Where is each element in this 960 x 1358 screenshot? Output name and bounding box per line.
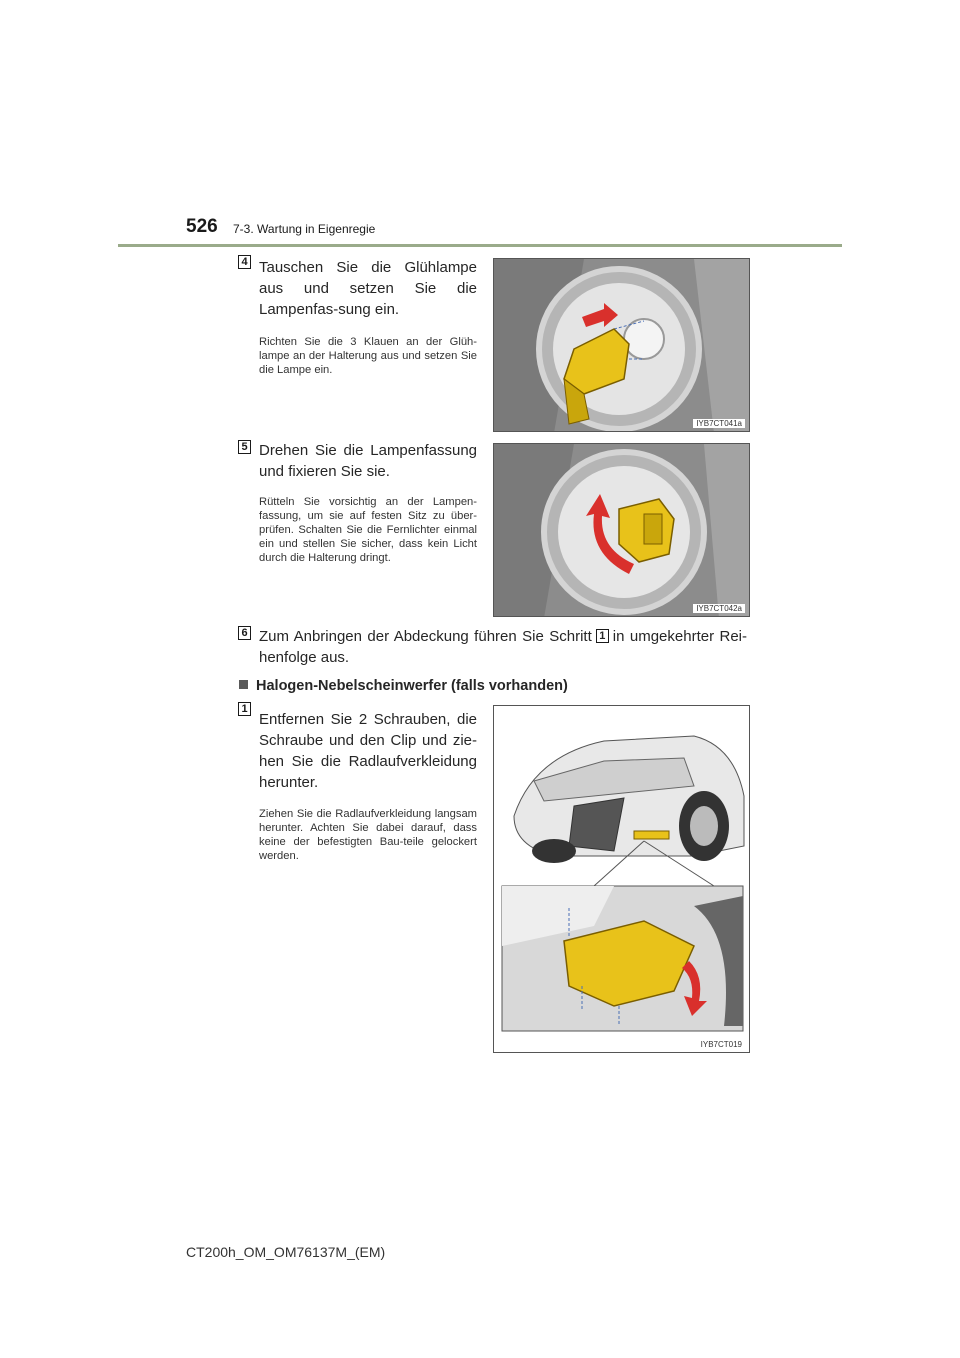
- square-bullet-icon: [239, 680, 248, 689]
- fog-step-1-text: Entfernen Sie 2 Schrauben, die Schraube und den Clip und zie-hen Sie die Radlaufverkleidung herunter.: [259, 711, 477, 791]
- page-number: 526: [186, 216, 218, 237]
- step-number-badge: 5: [238, 440, 251, 454]
- step-4-note: Richten Sie die 3 Klauen an der Glüh-lampe an der Halterung aus und setzen Sie die Lampe ein.: [259, 336, 477, 376]
- section-heading-text: Halogen-Nebelscheinwerfer (falls vorhanden): [256, 678, 568, 694]
- step-number-badge: 1: [238, 702, 251, 716]
- bulb-rotate-figure: [493, 443, 750, 617]
- figure-code: IYB7CT041a: [693, 419, 745, 428]
- section-heading: [239, 678, 568, 694]
- bulb-replacement-figure: [493, 258, 750, 432]
- step-number-badge: 4: [238, 255, 251, 269]
- step-5-note: Rütteln Sie vorsichtig an der Lampen-fassung, um sie auf festen Sitz zu über-prüfen. Schalten Sie die Fernlichter einmal ein und stellen Sie sicher, dass kein Licht durch die Halterung dringt.: [259, 496, 477, 564]
- figure-code: IYB7CT042a: [693, 604, 745, 613]
- wheel-liner-figure: [493, 705, 750, 1053]
- header-rule: [118, 244, 842, 247]
- step-number-badge: 6: [238, 626, 251, 640]
- figure-code: IYB7CT019: [698, 1040, 745, 1049]
- step-5-text: Drehen Sie die Lampenfassung und fixieren Sie sie.: [259, 442, 477, 480]
- step-reference-badge: 1: [596, 629, 609, 643]
- step-4-text: Tauschen Sie die Glühlampe aus und setzen Sie die Lampenfas-sung ein.: [259, 259, 477, 318]
- step-6-text-before: Zum Anbringen der Abdeckung führen Sie Schritt: [259, 628, 592, 645]
- section-title: 7-3. Wartung in Eigenregie: [233, 222, 376, 236]
- step-6-text-after: in umgekehrter Rei-henfolge aus.: [259, 628, 748, 666]
- step-6-text: [259, 626, 747, 668]
- fog-step-1-note: Ziehen Sie die Radlaufverkleidung langsam herunter. Achten Sie dabei darauf, dass keine der befestigten Bau-teile gelockert werden.: [259, 808, 477, 862]
- document-code: CT200h_OM_OM76137M_(EM): [186, 1244, 386, 1260]
